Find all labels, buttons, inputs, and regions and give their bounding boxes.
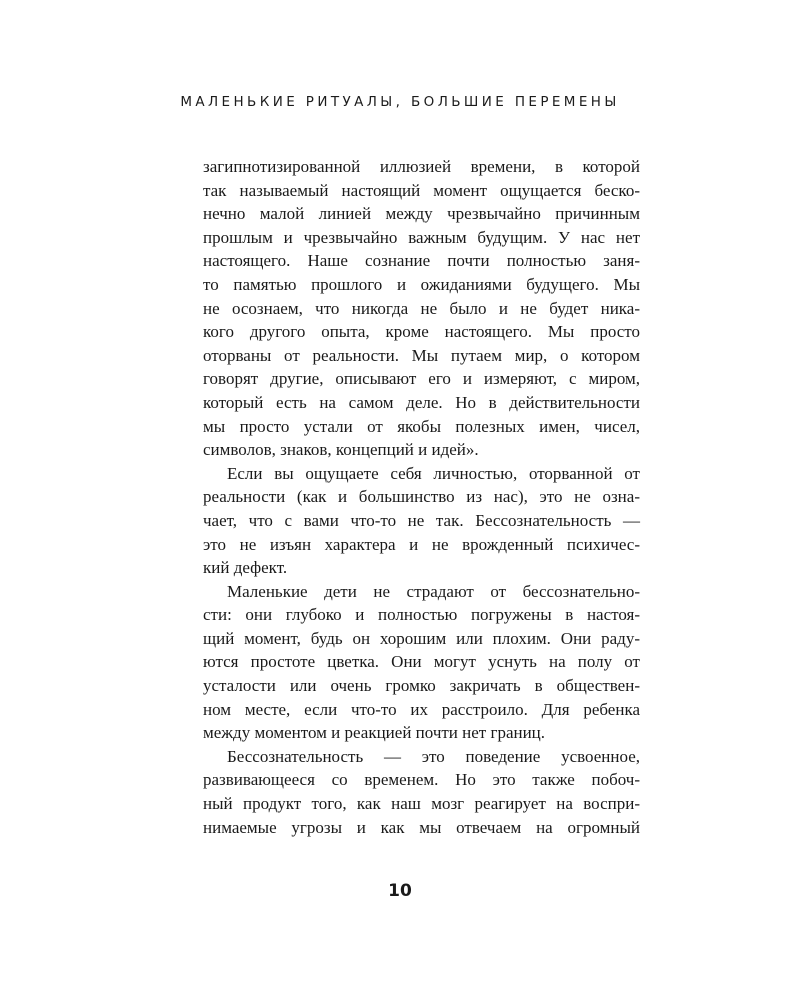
text-line: Маленькие дети не страдают от бессознательно- [227, 581, 640, 601]
text-line: то памятью прошлого и ожиданиями будущего. Мы [203, 274, 640, 294]
text-line: щий момент, будь он хорошим или плохим. Они раду- [203, 628, 640, 648]
text-line: прошлым и чрезвычайно важным будущим. У нас нет [203, 227, 640, 247]
text-line: ном месте, если что-то их расстроило. Для ребенка [203, 699, 640, 719]
text-line: нечно малой линией между чрезвычайно причинным [203, 204, 640, 224]
text-line: кий дефект. [203, 558, 288, 578]
text-line: ются простоте цветка. Они могут уснуть на полу от [203, 652, 640, 672]
text-line: Бессознательность — это поведение усвоенное, [227, 746, 640, 766]
text-line: так называемый настоящий момент ощущается беско- [203, 180, 640, 200]
body-text [203, 155, 640, 839]
text-line: между моментом и реакцией почти нет границ. [203, 723, 546, 743]
text-line: символов, знаков, концепций и идей». [203, 440, 479, 460]
text-line: развивающееся со временем. Но это также побоч- [203, 770, 640, 790]
text-line: говорят другие, описывают его и измеряют, с миром, [203, 369, 640, 389]
text-line: кого другого опыта, кроме настоящего. Мы просто [203, 322, 640, 342]
text-line: сти: они глубоко и полностью погружены в настоя- [203, 605, 640, 625]
text-line: усталости или очень громко закричать в обществен- [203, 676, 640, 696]
text-line: ный продукт того, как наш мозг реагирует на воспри- [203, 794, 640, 814]
text-line: настоящего. Наше сознание почти полностью заня- [203, 251, 640, 271]
text-line: чает, что с вами что-то не так. Бессознательность — [203, 510, 640, 530]
page-number: 10 [388, 881, 412, 901]
text-line: который есть на самом деле. Но в действительности [203, 392, 640, 412]
text-line: Если вы ощущаете себя личностью, оторванной от [227, 463, 640, 483]
text-line: мы просто устали от якобы полезных имен, чисел, [203, 416, 640, 436]
running-header: МАЛЕНЬКИЕ РИТУАЛЫ, БОЛЬШИЕ ПЕРЕМЕНЫ [180, 94, 620, 110]
text-line: не осознаем, что никогда не было и не будет ника- [203, 298, 640, 318]
text-line: реальности (как и большинство из нас), это не озна- [203, 487, 640, 507]
text-line: загипнотизированной иллюзией времени, в которой [203, 157, 640, 176]
text-line: нимаемые угрозы и как мы отвечаем на огромный [203, 817, 640, 837]
text-line: это не изъян характера и не врожденный психичес- [203, 534, 640, 554]
text-line: оторваны от реальности. Мы путаем мир, о котором [203, 345, 640, 365]
